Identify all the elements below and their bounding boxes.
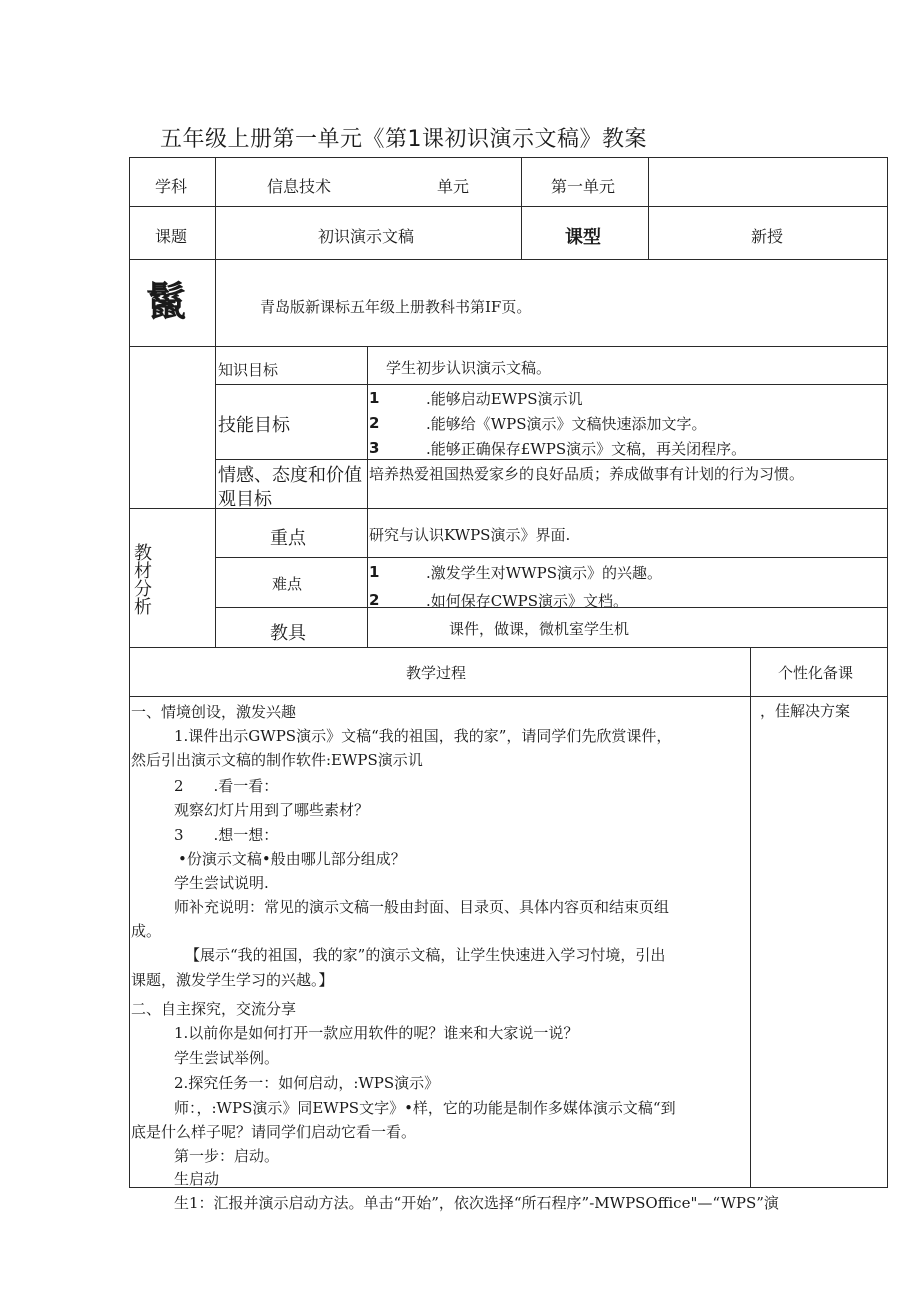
knowledge-label: 知识目标 [218, 361, 279, 379]
skill-num: 3 [369, 439, 380, 457]
footer-line: 生1：汇报并演示启动方法。单击“开始”，依次选择“所石程序”-MWPSOffice"—“WPS”演 [174, 1194, 779, 1212]
skill-text: .能够给《WPS演示》文稿快速添加文字。 [426, 415, 707, 433]
skill-text: .能够启动EWPS演示讥 [426, 390, 583, 408]
skill-num: 1 [369, 389, 380, 407]
process-line: 师：，:WPS演示》同EWPS文字》•样，它的功能是制作多媒体演示文稿“到 [174, 1099, 676, 1117]
unit-label: 单元 [437, 177, 470, 196]
skill-num: 2 [369, 414, 380, 432]
process-line: 然后引出演示文稿的制作软件:EWPS演示讥 [131, 751, 423, 769]
key-label: 重点 [270, 528, 306, 549]
process-line: 观察幻灯片用到了哪些素材？ [174, 801, 370, 819]
process-line: 师补充说明：常见的演示文稿一般由封面、目录页、具体内容页和结束页组 [174, 898, 670, 916]
page-title: 五年级上册第一单元《第1课初识演示文稿》教案 [160, 127, 647, 152]
knowledge-value: 学生初步认识演示文稿。 [386, 359, 552, 377]
tools-label: 教具 [270, 623, 306, 644]
difficulty-text: .激发学生对WWPS演示》的兴趣。 [426, 564, 662, 582]
process-line: 课题，激发学生学习的兴越。】 [131, 971, 334, 989]
type-value: 新授 [751, 227, 784, 246]
difficulty-label: 难点 [272, 575, 303, 593]
difficulty-text: .如何保存CWPS演示》文档。 [426, 592, 629, 610]
process-line: 生启动 [174, 1170, 220, 1188]
skill-text: .能够正确保存£WPS演示》文稿，再关闭程序。 [426, 440, 747, 458]
topic-label: 课题 [155, 227, 188, 246]
emotion-value: 培养热爱祖国热爱家乡的良好品质；养成做事有计划的行为习惯。 [369, 465, 805, 483]
process-line: 第一步：启动。 [174, 1147, 280, 1165]
process-line: 【展示“我的祖国，我的家”的演示文稿，让学生快速进入学习忖境，引出 [185, 946, 666, 964]
process-side-header: 个性化备课 [778, 664, 854, 682]
process-line: 一、情境创设，激发兴趣 [131, 703, 297, 721]
tools-value: 课件，做课，微机室学生机 [449, 620, 630, 638]
process-line: •份演示文稿•般由哪儿部分组成？ [178, 850, 406, 868]
emotion-label: 观目标 [218, 489, 272, 510]
process-line: 学生尝试举例。 [174, 1049, 280, 1067]
type-label: 课型 [565, 227, 601, 248]
process-side-note: ，佳解决方案 [760, 702, 851, 720]
difficulty-num: 1 [369, 563, 380, 581]
analysis-side-label: 教材分析 [134, 543, 152, 618]
skill-label: 技能目标 [218, 415, 290, 436]
topic-value: 初识演示文稿 [318, 227, 415, 246]
process-line: 学生尝试说明. [174, 874, 269, 892]
process-line: 底是什么样子呢？请同学们启动它看一看。 [131, 1123, 417, 1141]
process-line: 成。 [131, 922, 162, 940]
process-line: 二、自主探究，交流分享 [131, 1000, 297, 1018]
unit-value: 第一单元 [551, 177, 616, 196]
key-value: 研究与认识KWPS演示》界面. [369, 526, 571, 544]
process-line: 2.探究任务一：如何启动，:WPS演示》 [174, 1074, 440, 1092]
textbook-content: 青岛版新课标五年级上册教科书第IF页。 [260, 298, 532, 316]
process-line: 1.课件出示GWPS演示》文稿“我的祖国，我的家”，请同学们先欣赏课件， [174, 727, 672, 745]
textbook-stamp-label: 鬣 [146, 278, 186, 325]
process-line: 2 .看一看： [174, 777, 279, 795]
emotion-label: 情感、态度和价值 [218, 465, 362, 486]
process-line: 1.以前你是如何打开一款应用软件的呢？谁来和大家说一说？ [174, 1024, 579, 1042]
subject-label: 学科 [155, 177, 188, 196]
difficulty-num: 2 [369, 591, 380, 609]
process-line: 3 .想一想： [174, 826, 279, 844]
process-header: 教学过程 [406, 664, 467, 682]
subject-value: 信息技术 [267, 177, 332, 196]
